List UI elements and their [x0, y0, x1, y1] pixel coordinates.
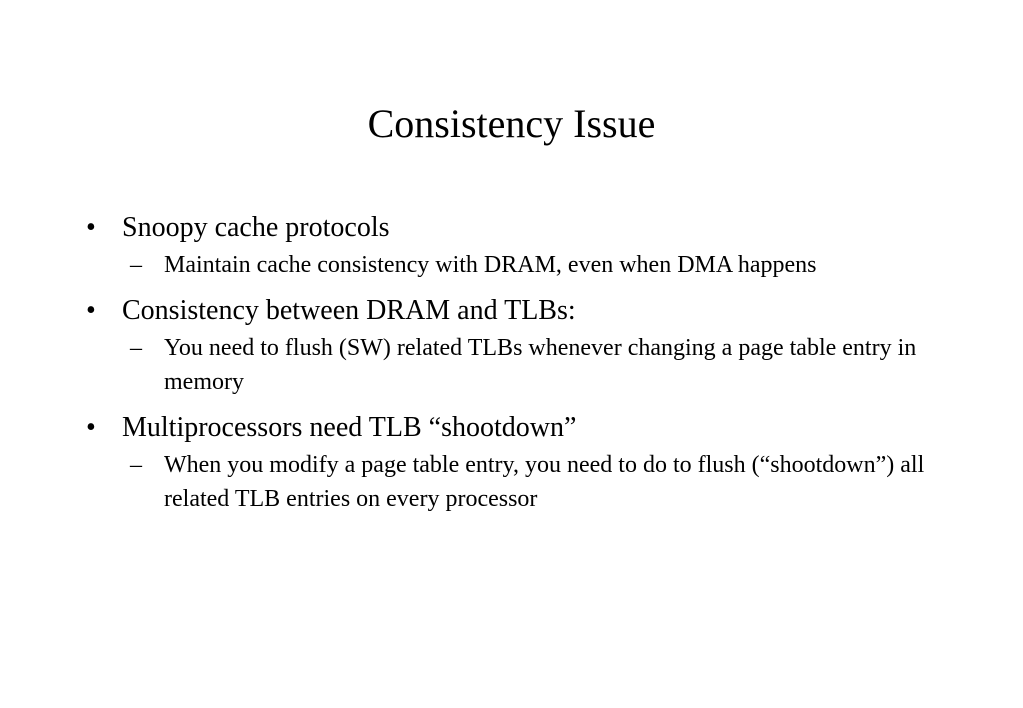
bullet-item	[84, 210, 934, 246]
bullet-text: Snoopy cache protocols	[122, 212, 390, 243]
sub-bullet-marker: –	[130, 452, 142, 478]
sub-bullet-item	[130, 448, 934, 516]
sub-bullet-text: You need to flush (SW) related TLBs whenever changing a page table entry in memory	[164, 335, 917, 395]
bullet-marker: •	[86, 412, 96, 443]
bullet-item	[84, 293, 934, 329]
bullet-text: Consistency between DRAM and TLBs:	[122, 295, 576, 326]
sub-bullet-item	[130, 331, 934, 399]
slide-title: Consistency Issue	[367, 101, 656, 146]
sub-bullet-marker: –	[130, 252, 142, 278]
sub-bullet-text: When you modify a page table entry, you need to do to flush (“shootdown”) all related TLB entries on every processor	[164, 452, 925, 512]
bullet-text: Multiprocessors need TLB “shootdown”	[122, 412, 577, 443]
bullet-marker: •	[86, 295, 96, 326]
sub-bullet-text: Maintain cache consistency with DRAM, even when DMA happens	[164, 252, 817, 278]
sub-bullet-marker: –	[130, 335, 142, 361]
bullet-marker: •	[86, 212, 96, 243]
bullet-list	[84, 210, 934, 516]
sub-bullet-item	[130, 248, 934, 282]
bullet-item	[84, 410, 934, 446]
